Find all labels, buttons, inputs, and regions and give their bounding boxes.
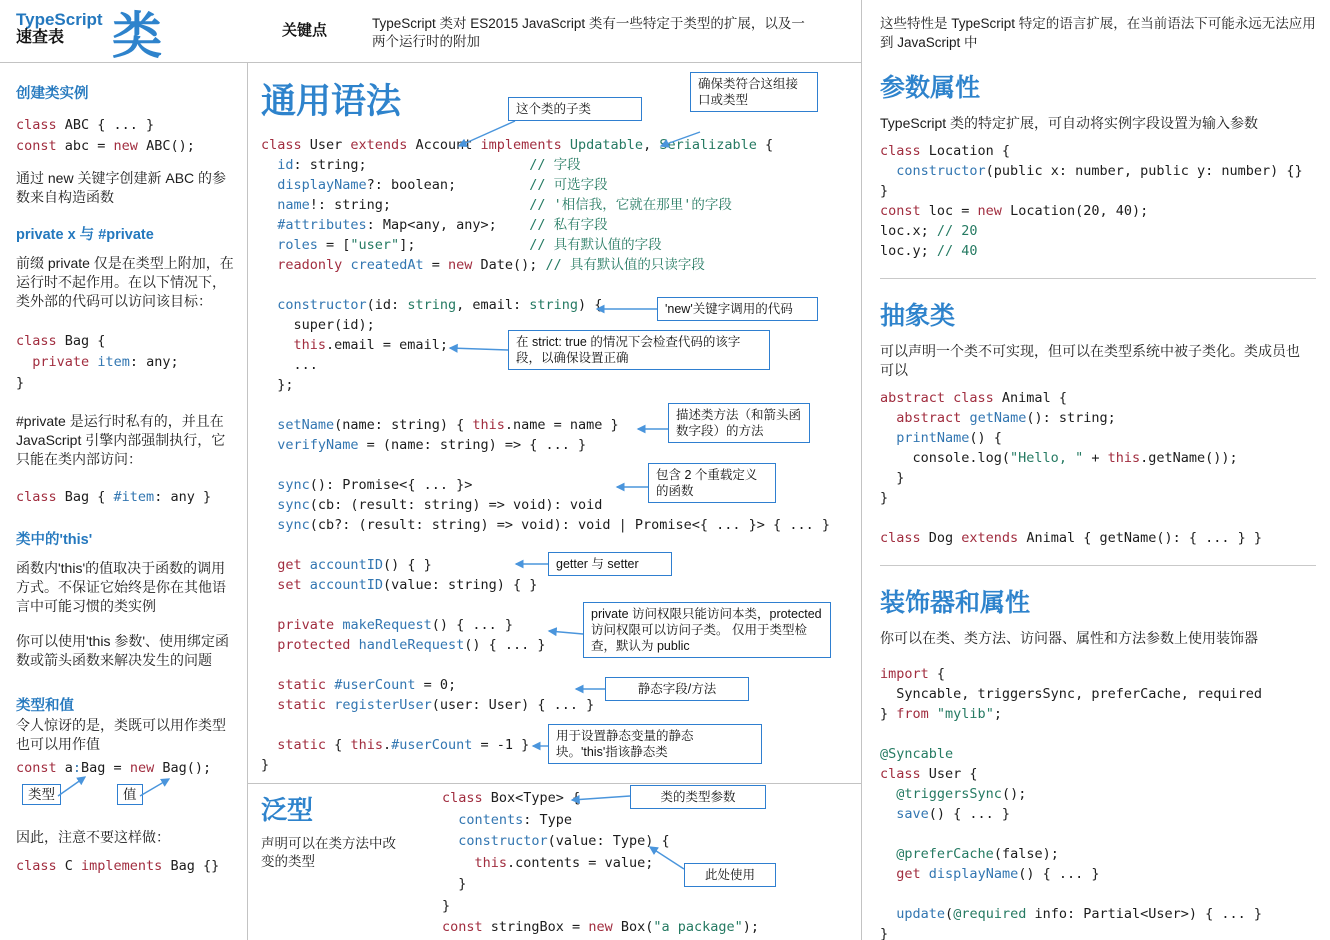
section-heading-types-values: 类型和值 xyxy=(16,698,74,714)
left-content xyxy=(16,70,234,680)
brand-title: TypeScript xyxy=(16,10,103,29)
generics-description: 声明可以在类方法中改变的类型 xyxy=(261,836,396,869)
right-column xyxy=(862,0,1330,940)
paragraph-parameter-properties: TypeScript 类的特定扩展，可自动将实例字段设置为输入参数 xyxy=(880,115,1259,131)
section-heading-create-instance: 创建类实例 xyxy=(16,86,89,102)
code-block-bag-private: class Bag { private item: any; } xyxy=(16,333,179,391)
paragraph-do-not: 因此，注意不要这样做： xyxy=(16,829,170,845)
callout-overloads: 包含 2 个重载定义的函数 xyxy=(648,463,776,503)
callout-strict-check: 在 strict: true 的情况下会检查代码的该字段，以确保设置正确 xyxy=(508,330,770,370)
left-column xyxy=(0,0,248,940)
paragraph-this-solutions: 你可以使用'this 参数'、使用绑定函数或箭头函数来解决发生的问题 xyxy=(16,633,230,668)
paragraph-private-prefix: 前缀 private 仅是在类型上附加，在运行时不起作用。在以下情况下，类外部的代码可以访问该目标： xyxy=(16,255,234,309)
keypoints-label: 关键点 xyxy=(282,22,328,39)
paragraph-decorators: 你可以在类、类方法、访问器、属性和方法参数上使用装饰器 xyxy=(880,630,1258,646)
intro-paragraph: 这些特性是 TypeScript 特定的语言扩展，在当前语法下可能永远无法应用到 JavaScript 中 xyxy=(880,16,1316,50)
generics-title: 泛型 xyxy=(261,795,314,825)
brand-subtitle: 速查表 xyxy=(16,29,65,46)
section-divider xyxy=(880,565,1316,566)
code-block-const-bag: const a:Bag = new Bag(); xyxy=(16,760,212,776)
callout-getter-setter: getter 与 setter xyxy=(548,552,672,576)
callout-used-here: 此处使用 xyxy=(684,863,776,887)
callout-type-parameter: 类的类型参数 xyxy=(630,785,766,809)
code-block-abc: class ABC { ... } const abc = new ABC(); xyxy=(16,117,195,154)
paragraph-this-value: 函数内'this'的值取决于函数的调用方式。不保证它始终是你在其他语言中可能习惯的类实例 xyxy=(16,560,226,614)
section-heading-private: private x 与 #private xyxy=(16,227,154,243)
paragraph-abstract-classes: 可以声明一个类不可实现，但可以在类型系统中被子类化。类成员也可以 xyxy=(880,343,1300,378)
value-label-box: 值 xyxy=(117,784,143,805)
callout-subclass: 这个类的子类 xyxy=(508,97,642,121)
paragraph-hash-private: #private 是运行时私有的，并且在 JavaScript 引擎内部强制执行，它只能在类内部访问： xyxy=(16,413,226,467)
type-label-box: 类型 xyxy=(22,784,61,805)
section-heading-parameter-properties: 参数属性 xyxy=(880,74,981,102)
section-heading-decorators: 装饰器和属性 xyxy=(880,589,1031,617)
code-block-location: class Location { constructor(public x: number, public y: number) {} } const loc = new Location(20, 40); loc.x; // 20 loc.y; // 40 xyxy=(880,143,1303,259)
callout-access-modifiers: private 访问权限只能访问本类，protected 访问权限可以访问子类。 仅用于类型检查，默认为 public xyxy=(583,602,831,658)
code-block-implements-bag: class C implements Bag {} xyxy=(16,858,220,874)
code-block-bag-hash: class Bag { #item: any } xyxy=(16,489,212,505)
page-title-glyph: 类 xyxy=(112,8,162,64)
main-title: 通用语法 xyxy=(261,82,402,121)
callout-new-keyword: 'new'关键字调用的代码 xyxy=(657,297,818,321)
section-heading-this: 类中的'this' xyxy=(16,532,93,548)
code-block-animal: abstract class Animal { abstract getName(): string; printName() { console.log("Hello, " + this.getName()); } } class Dog extends Animal { getName(): { ... } } xyxy=(880,390,1263,546)
callout-conform: 确保类符合这组接口或类型 xyxy=(690,72,818,112)
section-heading-abstract-classes: 抽象类 xyxy=(880,302,956,330)
callout-methods: 描述类方法（和箭头函数字段）的方法 xyxy=(668,403,810,443)
middle-column xyxy=(248,0,862,940)
header-brand xyxy=(0,0,248,62)
callout-static-block: 用于设置静态变量的静态块。'this'指该静态类 xyxy=(548,724,762,764)
code-block-decorators: import { Syncable, triggersSync, preferCache, required } from "mylib"; @Syncable class User { @triggersSync(); save() { ... } @preferCache(false); get displayName() { ... } update(@required info: Partial<User>) { ... } } xyxy=(880,666,1263,940)
paragraph-type-and-value: 令人惊讶的是，类既可以用作类型也可以用作值 xyxy=(16,717,226,752)
brand-block xyxy=(16,11,103,47)
callout-static-members: 静态字段/方法 xyxy=(605,677,749,701)
paragraph-new-keyword: 通过 new 关键字创建新 ABC 的参数来自构造函数 xyxy=(16,170,227,205)
keypoints-description: TypeScript 类对 ES2015 JavaScript 类有一些特定于类型的扩展，以及一两个运行时的附加 xyxy=(372,16,805,49)
main-code-block: class User extends Account implements Updatable, Serializable { id: string; // 字段 displayName?: boolean; // 可选字段 name!: string; // '相信我，它就在那里'的字段 #attributes: Map<any, any>; // 私有字段 roles = ["user"]; // 具有默认值的字段 readonly createdAt = new Date(); // 具有默认值的只读字段 constructor(id: string, email: string) { super(id); this.email = email; ... }; setName(name: string) { this.name = name } verifyName = (name: string) => { ... } sync(): Promise<{ ... }> sync(cb: (result: string) => void): void sync(cb?: (result: string) => void): void | Promise<{ ... }> { ... } get accountID() { } set accountID(value: string) { } private makeRequest() { ... } protected handleRequest() { ... } static #userCount = 0; static registerUser(user: User) { ... } static { this.#userCount = -1 } } xyxy=(261,137,830,773)
section-divider xyxy=(880,278,1316,279)
generics-code-block: class Box<Type> { contents: Type constructor(value: Type) { this.contents = value; } } const stringBox = new Box("a package"); xyxy=(442,790,760,935)
